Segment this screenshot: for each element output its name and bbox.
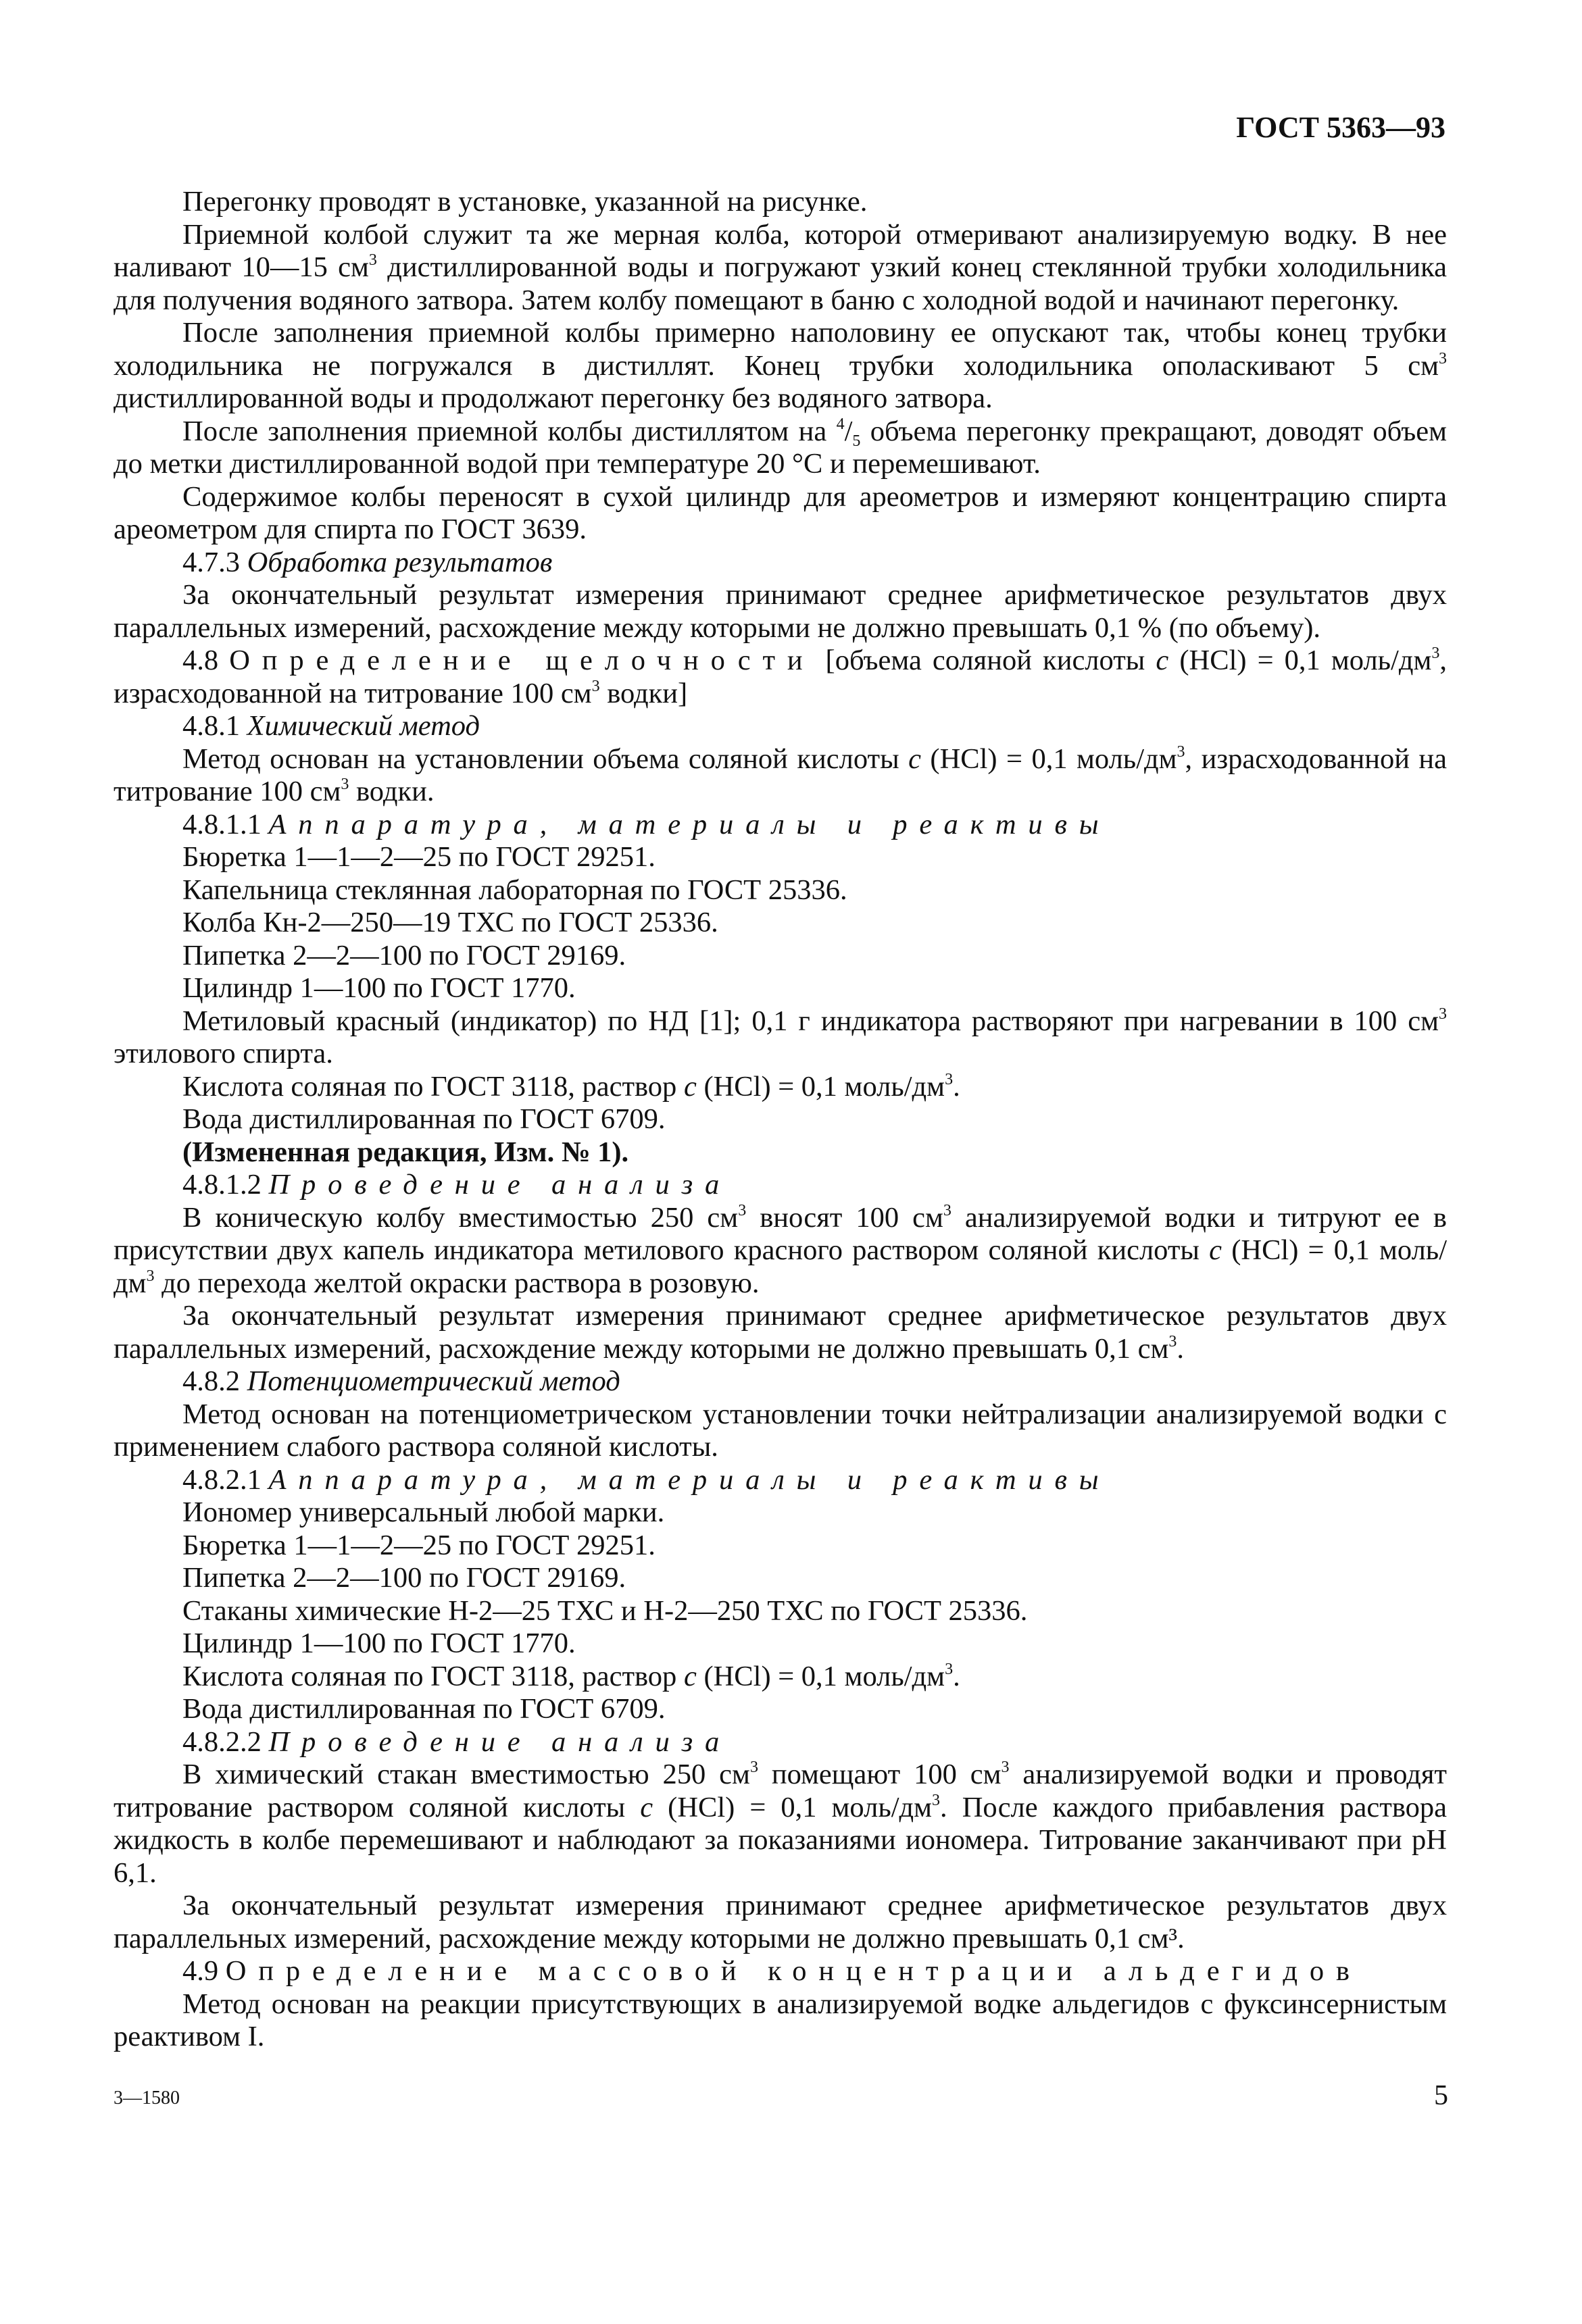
paragraph: В химический стакан вместимостью 250 $см^3$ помещают 100 $см^3$ анализируемой водки и проводят титрование раствором соляной кислоты c (HCl) = 0,1 моль/$дм^3$. После каждого прибавления раствора жидкость в колбе перемешивают и наблюдают за показаниями иономера. Титрование заканчивают при рН 6,1. <box>114 1759 1447 1889</box>
paragraph: За окончательный результат измерения принимают среднее арифметическое результатов двух параллельных измерений, расхождение между которыми не должно превышать 0,1 $см^3$. <box>114 1300 1447 1365</box>
section-heading-4-9: 4.9 Определение массовой концентрации альдегидов <box>182 1955 1362 1987</box>
list-item: Кислота соляная по ГОСТ 3118, раствор c (HCl) = 0,1 моль/$дм^3$. <box>182 1660 960 1692</box>
list-item: Капельница стеклянная лабораторная по ГОСТ 25336. <box>182 874 847 906</box>
paragraph: Содержимое колбы переносят в сухой цилиндр для ареометров и измеряют концентрацию спирта ареометром для спирта по ГОСТ 3639. <box>114 480 1447 545</box>
page-body <box>114 186 1447 2054</box>
paragraph: Перегонку проводят в установке, указанной на рисунке. <box>182 186 868 218</box>
list-item: Стаканы химические Н-2—25 ТХС и Н-2—250 ТХС по ГОСТ 25336. <box>182 1594 1028 1627</box>
paragraph: После заполнения приемной колбы дистиллятом на $^4/_5$ объема перегонку прекращают, доводят объем до метки дистиллированной водой при температуре 20 °С и перемешивают. <box>114 415 1447 480</box>
paragraph: Метод основан на потенциометрическом установлении точки нейтрализации анализируемой водки с применением слабого раствора соляной кислоты. <box>114 1398 1447 1463</box>
paragraph: Метод основан на установлении объема соляной кислоты c (HCl) = 0,1 моль/$дм^3$, израсходованной на титрование 100 $см^3$ водки. <box>114 742 1447 807</box>
page-number: 5 <box>1434 2080 1448 2111</box>
list-item: Бюретка 1—1—2—25 по ГОСТ 29251. <box>182 1529 656 1561</box>
section-heading-4-8: 4.8 Определение щелочности [объема соляной кислоты c (HCl) = 0,1 моль/$дм^3$, израсходованной на титрование 100 $см^3$ водки] <box>114 645 1448 709</box>
section-heading-4-8-2-2: 4.8.2.2 Проведение анализа <box>182 1725 732 1758</box>
section-heading-4-8-1: 4.8.1 Химический метод <box>182 710 480 742</box>
list-item: Иономер универсальный любой марки. <box>182 1496 665 1528</box>
amendment-note: (Измененная редакция, Изм. № 1). <box>182 1136 629 1168</box>
list-item: Цилиндр 1—100 по ГОСТ 1770. <box>182 1627 576 1659</box>
list-item: Колба Кн-2—250—19 ТХС по ГОСТ 25336. <box>182 907 718 938</box>
list-item: Вода дистиллированная по ГОСТ 6709. <box>182 1693 666 1725</box>
list-item: Пипетка 2—2—100 по ГОСТ 29169. <box>182 1562 626 1594</box>
document-number: ГОСТ 5363—93 <box>1236 111 1445 144</box>
print-order-code: 3—1580 <box>114 2088 180 2108</box>
paragraph: После заполнения приемной колбы примерно наполовину ее опускают так, чтобы конец трубки холодильника не погружался в дистиллят. Конец трубки холодильника ополаскивают 5 $см^3$ дистиллированной воды и продолжают перегонку без водяного затвора. <box>114 317 1447 414</box>
section-heading-4-7-3: 4.7.3 Обработка результатов <box>182 546 553 578</box>
section-heading-4-8-1-1: 4.8.1.1 Аппаратура, материалы и реактивы <box>182 808 1111 840</box>
paragraph: Приемной колбой служит та же мерная колба, которой отмеривают анализируемую водку. В нее наливают 10—15 $см^3$ дистиллированной воды и погружают узкий конец стеклянной трубки холодильника для получения водяного затвора. Затем колбу помещают в баню с холодной водой и начинают перегонку. <box>114 218 1447 316</box>
section-heading-4-8-2-1: 4.8.2.1 Аппаратура, материалы и реактивы <box>182 1463 1111 1496</box>
paragraph: Метиловый красный (индикатор) по НД [1]; 0,1 г индикатора растворяют при нагревании в 100 $см^3$ этилового спирта. <box>114 1005 1447 1069</box>
section-heading-4-8-2: 4.8.2 Потенциометрический метод <box>182 1365 620 1397</box>
paragraph: За окончательный результат измерения принимают среднее арифметическое результатов двух параллельных измерений, расхождение между которыми не должно превышать 0,1 % (по объему). <box>114 579 1447 644</box>
list-item: Цилиндр 1—100 по ГОСТ 1770. <box>182 972 576 1004</box>
list-item: Кислота соляная по ГОСТ 3118, раствор c (HCl) = 0,1 моль/$дм^3$. <box>182 1070 960 1103</box>
section-heading-4-8-1-2: 4.8.1.2 Проведение анализа <box>182 1169 732 1201</box>
list-item: Бюретка 1—1—2—25 по ГОСТ 29251. <box>182 841 656 873</box>
paragraph: В коническую колбу вместимостью 250 $см^3$ вносят 100 $см^3$ анализируемой водки и титруют ее в присутствии двух капель индикатора метилового красного раствором соляной кислоты c (HCl) = 0,1 моль/$дм^3$ до перехода желтой окраски раствора в розовую. <box>114 1201 1447 1299</box>
list-item: Вода дистиллированная по ГОСТ 6709. <box>182 1103 666 1135</box>
list-item: Пипетка 2—2—100 по ГОСТ 29169. <box>182 939 626 971</box>
paragraph: За окончательный результат измерения принимают среднее арифметическое результатов двух параллельных измерений, расхождение между которыми не должно превышать 0,1 см³. <box>114 1890 1447 1954</box>
paragraph: Метод основан на реакции присутствующих в анализируемой водке альдегидов с фуксинсернистым реактивом I. <box>114 1988 1447 2052</box>
